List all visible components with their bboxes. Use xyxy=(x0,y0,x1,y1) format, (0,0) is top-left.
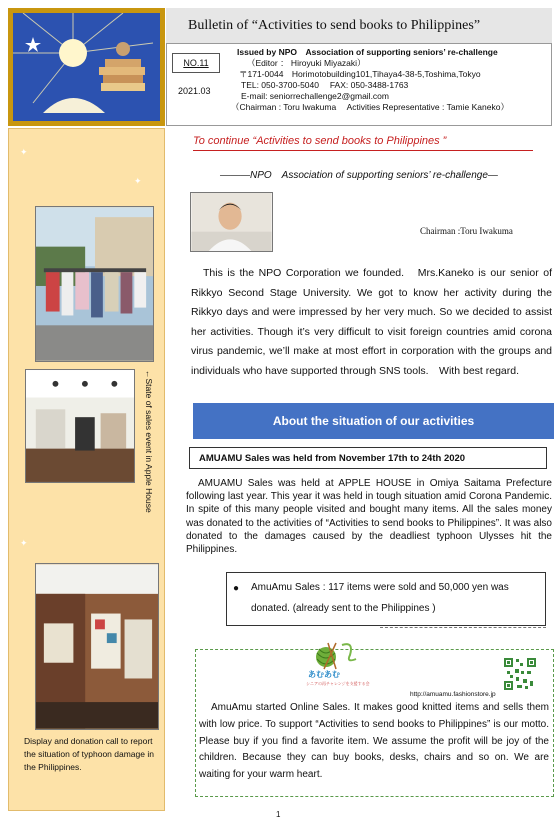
chairman-line: （Chairman : Toru Iwakuma Activities Representative : Tamie Kaneko） xyxy=(231,102,509,112)
online-sales-paragraph: AmuAmu started Online Sales. It makes good knitted items and sells them with low price. To support “Activities to send books to Philippines” is our motto. Please buy if you find a favorite item. We assume the profit will be joy of the children. Because they can buy books, desks, chairs and so on. We are waiting for your warm heart. xyxy=(199,702,549,781)
issued-by: Issued by NPO Association of supporting seniors’ re-challenge xyxy=(237,47,498,57)
intro-paragraph: This is the NPO Corporation we founded. Mrs.Kaneko is our senior of Rikkyo Second Stage University. We got to know her activity during the Rikkyo days and were impressed by her very much. So we decided to assist her activities. Though it’s very difficult to visit foreign countries amid corona virus pandemic, we’ll make at most effort in corporation with the groups and individuals who have supported through SNS tools. With best regard. xyxy=(191,267,552,377)
sparkle-icon: ✦ xyxy=(20,538,28,548)
issuer-info xyxy=(166,44,552,126)
npo-line: ―――NPO Association of supporting seniors’ re-challenge― xyxy=(220,170,498,181)
bullet-icon: ● xyxy=(233,583,240,594)
qr-code-icon[interactable] xyxy=(503,657,537,691)
chairman-caption: Chairman :Toru Iwakuma xyxy=(420,226,513,236)
shop-url[interactable]: http://amuamu.fashionstore.jp xyxy=(410,691,496,698)
editor: （Editor ： Hiroyuki Miyazaki） xyxy=(247,58,366,68)
amuamu-logo xyxy=(306,639,381,691)
apple-house-interior-photo xyxy=(25,369,135,483)
sales-result-text: AmuAmu Sales : 117 items were sold and 50,000 yen was donated. (already sent to the Philippines ) xyxy=(251,582,509,614)
sparkle-icon: ✦ xyxy=(134,176,142,186)
sparkle-icon: ✦ xyxy=(20,147,28,157)
red-heading: To continue “Activities to send books to Philippines ” xyxy=(193,135,533,151)
display-caption: Display and donation call to report the situation of typhoon damage in the Philippines. xyxy=(24,736,154,772)
amuamu-logo-subtext: シニアの再チャレンジを支援する会 xyxy=(306,681,370,686)
issue-number: NO.11 xyxy=(172,53,220,73)
email: E-mail: seniorrechallenge2@gmail.com xyxy=(241,91,389,101)
page-number: 1 xyxy=(276,810,281,819)
address: 〒171-0044 Horimotobuilding101,Tihaya4-38-5,Toshima,Tokyo xyxy=(239,69,481,79)
sales-event-caption: ←State of sales event in Apple House xyxy=(144,370,154,513)
issue-date: 2021.03 xyxy=(178,86,211,96)
chairman-photo xyxy=(190,192,273,252)
section-banner: About the situation of our activities xyxy=(193,403,554,439)
logo-image xyxy=(8,8,165,126)
sales-event-photo xyxy=(35,206,154,362)
sales-result-box xyxy=(226,572,546,626)
bulletin-title: Bulletin of “Activities to send books to Philippines” xyxy=(166,8,552,44)
phone-fax: TEL: 050-3700-5040 FAX: 050-3488-1763 xyxy=(241,80,409,90)
amuamu-logo-text: あむあむ xyxy=(308,670,340,679)
sales-heading: AMUAMU Sales was held from November 17th to 24th 2020 xyxy=(189,447,547,469)
display-board-photo xyxy=(35,563,159,730)
divider xyxy=(380,627,546,628)
sales-paragraph: AMUAMU Sales was held at APPLE HOUSE in Omiya Saitama Prefecture following last year. This year it was held in tough situation amid Corona Pandemic. In spite of this many people visited and bought many items. All the sales money was donated to the activities of “Activities to send books to Philippines”. It was also donated to the damages caused by the deadliest typhoon Ulysses hit the Philippines. xyxy=(186,478,552,556)
